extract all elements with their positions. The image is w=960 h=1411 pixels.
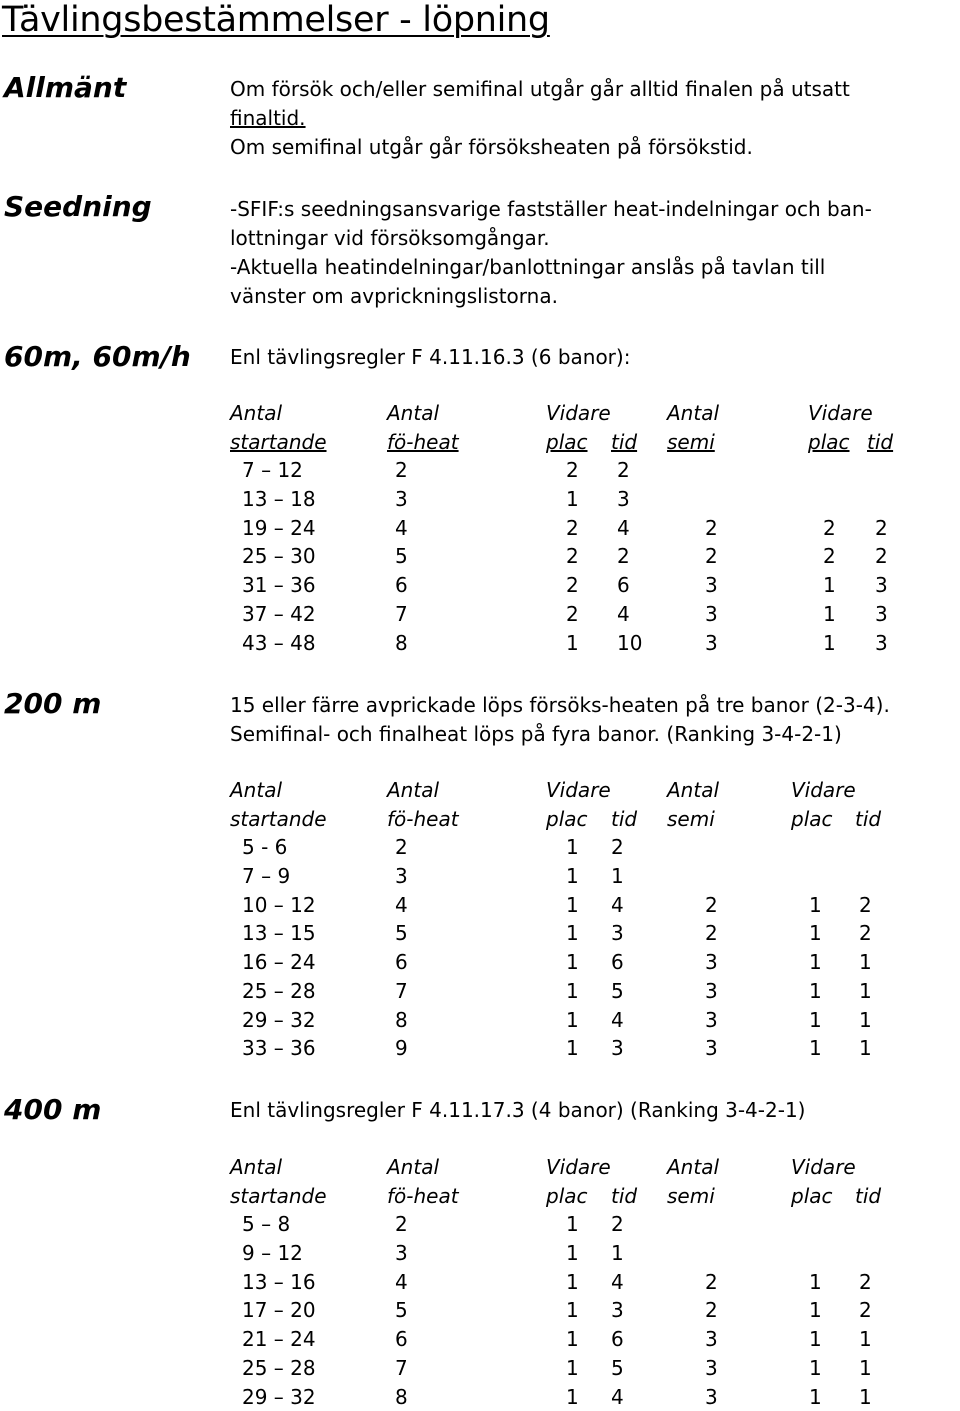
column-header: Antal — [387, 1153, 439, 1182]
table-cell: 6 — [617, 571, 630, 600]
table-cell: 1 — [566, 1034, 579, 1063]
table-cell: 5 — [395, 1296, 408, 1325]
column-header: Antal — [230, 399, 282, 428]
section-text-60m — [230, 343, 630, 372]
table-cell: 8 — [395, 1006, 408, 1035]
column-subheader: semi — [667, 1182, 715, 1211]
column-header: Antal — [387, 399, 439, 428]
table-cell: 1 — [566, 629, 579, 658]
table-cell: 31 – 36 — [242, 571, 316, 600]
table-cell: 2 — [566, 456, 579, 485]
table-cell: 2 — [859, 919, 872, 948]
table-cell: 4 — [611, 1006, 624, 1035]
table-cell: 4 — [395, 514, 408, 543]
table-cell: 4 — [611, 1383, 624, 1411]
table-cell: 6 — [395, 948, 408, 977]
table-cell: 3 — [617, 485, 630, 514]
column-header: Antal — [667, 1153, 719, 1182]
table-cell: 1 — [809, 1383, 822, 1411]
section-text-allmant — [230, 75, 850, 162]
table-cell: 1 — [809, 891, 822, 920]
table-cell: 1 — [859, 948, 872, 977]
table-cell: 1 — [809, 977, 822, 1006]
table-cell: 6 — [611, 948, 624, 977]
text-line: finaltid. — [230, 104, 850, 133]
table-cell: 3 — [705, 1034, 718, 1063]
table-cell: 4 — [611, 891, 624, 920]
table-cell: 6 — [395, 1325, 408, 1354]
table-cell: 4 — [617, 514, 630, 543]
column-subheader: plac — [546, 428, 588, 457]
column-subheader: startande — [230, 428, 327, 457]
table-cell: 2 — [705, 514, 718, 543]
table-cell: 1 — [611, 1239, 624, 1268]
table-cell: 3 — [875, 571, 888, 600]
column-header: Vidare — [546, 776, 611, 805]
table-cell: 8 — [395, 629, 408, 658]
column-subheader: fö-heat — [387, 1182, 459, 1211]
text-line: -SFIF:s seedningsansvarige fastställer heat-indelningar och ban- — [230, 195, 872, 224]
table-cell: 3 — [705, 1006, 718, 1035]
section-text-200m — [230, 691, 890, 749]
table-cell: 5 — [395, 542, 408, 571]
table-cell: 3 — [705, 977, 718, 1006]
table-cell: 25 – 30 — [242, 542, 316, 571]
table-cell: 1 — [566, 1006, 579, 1035]
table-cell: 29 – 32 — [242, 1383, 316, 1411]
table-cell: 1 — [823, 600, 836, 629]
table-cell: 1 — [823, 629, 836, 658]
table-cell: 3 — [705, 1383, 718, 1411]
text-line: -Aktuella heatindelningar/banlottningar anslås på tavlan till — [230, 253, 872, 282]
column-header: Antal — [230, 776, 282, 805]
text-line: Om försök och/eller semifinal utgår går alltid finalen på utsatt — [230, 75, 850, 104]
section-label-200m: 200 m — [4, 688, 101, 720]
table-cell: 1 — [809, 1034, 822, 1063]
table-cell: 1 — [566, 977, 579, 1006]
table-cell: 2 — [705, 919, 718, 948]
table-cell: 7 — [395, 600, 408, 629]
table-cell: 1 — [566, 1268, 579, 1297]
table-cell: 3 — [395, 1239, 408, 1268]
table-cell: 1 — [566, 919, 579, 948]
table-cell: 1 — [859, 977, 872, 1006]
table-cell: 2 — [611, 1210, 624, 1239]
table-cell: 2 — [617, 456, 630, 485]
table-cell: 1 — [859, 1354, 872, 1383]
table-cell: 2 — [859, 1268, 872, 1297]
table-cell: 2 — [566, 542, 579, 571]
table-cell: 2 — [875, 542, 888, 571]
table-cell: 1 — [809, 1325, 822, 1354]
table-cell: 10 — [617, 629, 642, 658]
table-cell: 8 — [395, 1383, 408, 1411]
table-cell: 1 — [859, 1006, 872, 1035]
table-cell: 3 — [705, 571, 718, 600]
table-cell: 1 — [809, 1296, 822, 1325]
table-cell: 2 — [395, 1210, 408, 1239]
column-subheader: plac — [546, 805, 588, 834]
table-cell: 1 — [566, 1296, 579, 1325]
section-text-400m — [230, 1096, 805, 1125]
column-subheader: tid — [611, 805, 637, 834]
table-cell: 9 – 12 — [242, 1239, 303, 1268]
table-cell: 3 — [611, 1034, 624, 1063]
table-cell: 4 — [395, 1268, 408, 1297]
column-header: Vidare — [808, 399, 873, 428]
table-cell: 13 – 15 — [242, 919, 316, 948]
section-label-400m: 400 m — [4, 1094, 101, 1126]
table-cell: 2 — [823, 542, 836, 571]
table-cell: 2 — [705, 891, 718, 920]
table-cell: 6 — [611, 1325, 624, 1354]
column-subheader: tid — [611, 428, 637, 457]
table-cell: 5 — [395, 919, 408, 948]
column-header: Vidare — [546, 1153, 611, 1182]
table-cell: 3 — [705, 600, 718, 629]
table-cell: 1 — [566, 1383, 579, 1411]
table-cell: 5 - 6 — [242, 833, 287, 862]
table-cell: 7 – 9 — [242, 862, 290, 891]
table-cell: 2 — [566, 600, 579, 629]
table-cell: 5 — [611, 1354, 624, 1383]
table-cell: 1 — [859, 1383, 872, 1411]
table-cell: 1 — [809, 1006, 822, 1035]
table-cell: 1 — [566, 948, 579, 977]
table-cell: 33 – 36 — [242, 1034, 316, 1063]
column-subheader: tid — [855, 1182, 881, 1211]
table-cell: 25 – 28 — [242, 977, 316, 1006]
table-cell: 29 – 32 — [242, 1006, 316, 1035]
table-cell: 1 — [566, 1239, 579, 1268]
table-cell: 3 — [611, 1296, 624, 1325]
table-cell: 3 — [705, 1354, 718, 1383]
table-cell: 1 — [809, 1354, 822, 1383]
column-header: Vidare — [791, 776, 856, 805]
column-subheader: plac — [791, 805, 833, 834]
table-cell: 7 — [395, 977, 408, 1006]
table-cell: 1 — [566, 1210, 579, 1239]
table-cell: 3 — [395, 862, 408, 891]
table-cell: 21 – 24 — [242, 1325, 316, 1354]
table-cell: 25 – 28 — [242, 1354, 316, 1383]
table-cell: 1 — [823, 571, 836, 600]
table-cell: 2 — [705, 542, 718, 571]
column-subheader: semi — [667, 805, 715, 834]
table-cell: 1 — [566, 833, 579, 862]
table-cell: 3 — [611, 919, 624, 948]
column-header: Vidare — [791, 1153, 856, 1182]
column-header: Antal — [667, 776, 719, 805]
table-cell: 1 — [566, 485, 579, 514]
column-subheader: tid — [611, 1182, 637, 1211]
table-cell: 1 — [809, 948, 822, 977]
column-header: Antal — [230, 1153, 282, 1182]
table-cell: 5 – 8 — [242, 1210, 290, 1239]
table-cell: 2 — [566, 514, 579, 543]
column-subheader: tid — [867, 428, 893, 457]
column-subheader: plac — [791, 1182, 833, 1211]
table-cell: 1 — [859, 1325, 872, 1354]
table-cell: 1 — [566, 862, 579, 891]
table-cell: 7 — [395, 1354, 408, 1383]
table-cell: 2 — [875, 514, 888, 543]
table-cell: 6 — [395, 571, 408, 600]
section-text-seedning — [230, 195, 872, 311]
table-cell: 2 — [705, 1268, 718, 1297]
table-cell: 4 — [611, 1268, 624, 1297]
table-cell: 10 – 12 — [242, 891, 316, 920]
text-line: Semifinal- och finalheat löps på fyra banor. (Ranking 3-4-2-1) — [230, 720, 890, 749]
table-cell: 17 – 20 — [242, 1296, 316, 1325]
table-cell: 1 — [859, 1034, 872, 1063]
table-cell: 3 — [875, 600, 888, 629]
table-cell: 19 – 24 — [242, 514, 316, 543]
table-cell: 9 — [395, 1034, 408, 1063]
table-cell: 2 — [395, 833, 408, 862]
column-header: Antal — [667, 399, 719, 428]
table-cell: 2 — [859, 891, 872, 920]
column-subheader: startande — [230, 1182, 327, 1211]
column-header: Antal — [387, 776, 439, 805]
section-label-60m: 60m, 60m/h — [4, 341, 191, 373]
section-label-allmant: Allmänt — [4, 72, 126, 104]
text-line: Enl tävlingsregler F 4.11.17.3 (4 banor) (Ranking 3-4-2-1) — [230, 1096, 805, 1125]
table-cell: 1 — [566, 891, 579, 920]
table-cell: 3 — [705, 629, 718, 658]
table-cell: 3 — [705, 1325, 718, 1354]
table-cell: 3 — [395, 485, 408, 514]
text-line: Om semifinal utgår går försöksheaten på försökstid. — [230, 133, 850, 162]
column-subheader: startande — [230, 805, 327, 834]
table-cell: 16 – 24 — [242, 948, 316, 977]
column-subheader: plac — [546, 1182, 588, 1211]
table-cell: 1 — [809, 919, 822, 948]
column-subheader: plac — [808, 428, 850, 457]
table-cell: 2 — [611, 833, 624, 862]
column-subheader: fö-heat — [387, 805, 459, 834]
column-header: Vidare — [546, 399, 611, 428]
text-line: 15 eller färre avprickade löps försöks-heaten på tre banor (2-3-4). — [230, 691, 890, 720]
table-cell: 13 – 18 — [242, 485, 316, 514]
column-subheader: semi — [667, 428, 715, 457]
table-cell: 2 — [823, 514, 836, 543]
section-label-seedning: Seedning — [4, 191, 152, 223]
table-cell: 13 – 16 — [242, 1268, 316, 1297]
table-cell: 1 — [566, 1325, 579, 1354]
table-cell: 1 — [809, 1268, 822, 1297]
table-cell: 2 — [859, 1296, 872, 1325]
table-cell: 2 — [705, 1296, 718, 1325]
table-cell: 43 – 48 — [242, 629, 316, 658]
table-cell: 2 — [395, 456, 408, 485]
table-cell: 2 — [566, 571, 579, 600]
text-line: Enl tävlingsregler F 4.11.16.3 (6 banor): — [230, 343, 630, 372]
table-cell: 4 — [617, 600, 630, 629]
text-line: lottningar vid försöksomgångar. — [230, 224, 872, 253]
table-cell: 4 — [395, 891, 408, 920]
table-cell: 3 — [875, 629, 888, 658]
table-cell: 5 — [611, 977, 624, 1006]
page-title: Tävlingsbestämmelser - löpning — [2, 0, 550, 40]
table-cell: 1 — [611, 862, 624, 891]
column-subheader: fö-heat — [387, 428, 459, 457]
text-line: vänster om avprickningslistorna. — [230, 282, 872, 311]
table-cell: 37 – 42 — [242, 600, 316, 629]
column-subheader: tid — [855, 805, 881, 834]
table-cell: 3 — [705, 948, 718, 977]
table-cell: 7 – 12 — [242, 456, 303, 485]
table-cell: 1 — [566, 1354, 579, 1383]
table-cell: 2 — [617, 542, 630, 571]
